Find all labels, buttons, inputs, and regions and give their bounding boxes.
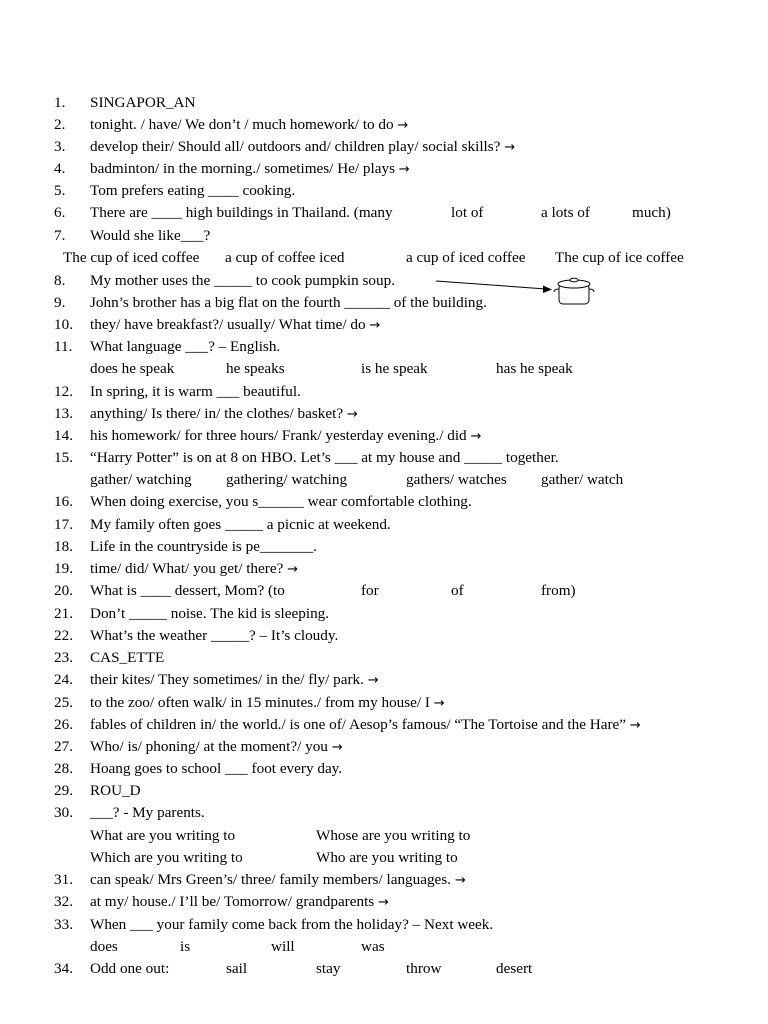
- arrow-icon: →: [378, 895, 389, 910]
- question-15-options: [0, 469, 768, 491]
- question-7-options: [0, 247, 768, 269]
- answer-option: Which are you writing to: [90, 849, 243, 866]
- answer-option: a cup of coffee iced: [225, 249, 345, 266]
- question-text: fables of children in/ the world./ is one of/ Aesop’s famous/ “The Tortoise and the Hare” →: [90, 716, 641, 733]
- arrow-icon: →: [433, 696, 445, 711]
- question-number: 18.: [54, 538, 73, 555]
- answer-option: lot of: [451, 204, 484, 221]
- question-number: 3.: [54, 138, 66, 155]
- question-18: [0, 536, 768, 558]
- answer-option: The cup of ice coffee: [555, 249, 684, 266]
- answer-option: a cup of iced coffee: [406, 249, 526, 266]
- arrow-icon: →: [397, 118, 409, 133]
- question-text: CAS_ETTE: [90, 649, 165, 666]
- question-number: 9.: [54, 294, 66, 311]
- question-text: John’s brother has a big flat on the fourth ______ of the building.: [90, 294, 487, 311]
- answer-option: was: [361, 938, 385, 955]
- question-number: 31.: [54, 871, 73, 888]
- question-text: at my/ house./ I’ll be/ Tomorrow/ grandparents →: [90, 893, 389, 910]
- pointer-line: [436, 281, 546, 289]
- question-number: 12.: [54, 383, 73, 400]
- question-27: [0, 736, 768, 758]
- question-number: 28.: [54, 760, 73, 777]
- question-number: 17.: [54, 516, 73, 533]
- question-22: [0, 625, 768, 647]
- question-6: [0, 202, 768, 224]
- question-31: [0, 869, 768, 891]
- arrow-icon: →: [287, 562, 299, 577]
- question-text: develop their/ Should all/ outdoors and/ children play/ social skills? →: [90, 138, 516, 155]
- question-number: 8.: [54, 272, 66, 289]
- question-text: My mother uses the _____ to cook pumpkin soup.: [90, 272, 395, 289]
- question-text: When ___ your family come back from the holiday? – Next week.: [90, 916, 494, 933]
- question-30-options-row2: [0, 847, 768, 869]
- question-21: [0, 603, 768, 625]
- arrow-icon: →: [346, 407, 358, 422]
- question-11: [0, 336, 768, 358]
- question-8: [0, 270, 768, 292]
- question-text: Would she like___?: [90, 227, 211, 244]
- arrow-icon: →: [470, 429, 482, 444]
- arrow-icon: →: [454, 873, 466, 888]
- question-text: Odd one out:: [90, 960, 170, 977]
- answer-option: sail: [226, 960, 248, 977]
- question-number: 32.: [54, 893, 73, 910]
- question-15: [0, 447, 768, 469]
- question-17: [0, 514, 768, 536]
- question-number: 11.: [54, 338, 73, 355]
- answer-option: will: [271, 938, 295, 955]
- answer-option: stay: [316, 960, 341, 977]
- answer-option: does: [90, 938, 118, 955]
- question-text: can speak/ Mrs Green’s/ three/ family members/ languages. →: [90, 871, 466, 888]
- question-text: Who/ is/ phoning/ at the moment?/ you →: [90, 738, 343, 755]
- answer-option: Who are you writing to: [316, 849, 458, 866]
- question-number: 5.: [54, 182, 66, 199]
- question-number: 33.: [54, 916, 73, 933]
- question-number: 23.: [54, 649, 73, 666]
- answer-option: of: [451, 582, 464, 599]
- question-12: [0, 381, 768, 403]
- question-26: [0, 714, 768, 736]
- question-28: [0, 758, 768, 780]
- answer-option: What are you writing to: [90, 827, 236, 844]
- question-text: ROU_D: [90, 782, 141, 799]
- question-text: My family often goes _____ a picnic at weekend.: [90, 516, 391, 533]
- question-25: [0, 692, 768, 714]
- question-number: 24.: [54, 671, 73, 688]
- question-number: 21.: [54, 605, 73, 622]
- answer-option: is: [180, 938, 191, 955]
- question-text: What language ___? – English.: [90, 338, 281, 355]
- arrow-icon: →: [367, 673, 379, 688]
- question-number: 29.: [54, 782, 73, 799]
- question-number: 1.: [54, 94, 66, 111]
- answer-option: he speaks: [226, 360, 285, 377]
- question-30-options-row1: [0, 825, 768, 847]
- question-number: 14.: [54, 427, 73, 444]
- question-1: [0, 92, 768, 114]
- question-14: [0, 425, 768, 447]
- question-number: 7.: [54, 227, 66, 244]
- question-number: 25.: [54, 694, 73, 711]
- question-number: 4.: [54, 160, 66, 177]
- question-text: tonight. / have/ We don’t / much homework/ to do →: [90, 116, 409, 133]
- question-text: their kites/ They sometimes/ in the/ fly/ park. →: [90, 671, 379, 688]
- answer-option: Whose are you writing to: [316, 827, 471, 844]
- question-24: [0, 669, 768, 691]
- question-text: they/ have breakfast?/ usually/ What time/ do →: [90, 316, 381, 333]
- question-number: 19.: [54, 560, 73, 577]
- answer-option: gather/ watch: [541, 471, 624, 488]
- question-number: 10.: [54, 316, 73, 333]
- question-34: [0, 958, 768, 980]
- question-5: [0, 180, 768, 202]
- question-2: [0, 114, 768, 136]
- question-number: 34.: [54, 960, 73, 977]
- question-text: Tom prefers eating ____ cooking.: [90, 182, 296, 199]
- answer-option: much): [632, 204, 671, 221]
- arrow-icon: →: [629, 718, 641, 733]
- arrow-icon: →: [398, 162, 410, 177]
- arrow-icon: →: [504, 140, 516, 155]
- question-number: 22.: [54, 627, 73, 644]
- question-10: [0, 314, 768, 336]
- question-text: anything/ Is there/ in/ the clothes/ basket? →: [90, 405, 358, 422]
- question-23: [0, 647, 768, 669]
- question-19: [0, 558, 768, 580]
- question-number: 15.: [54, 449, 73, 466]
- answer-option: is he speak: [361, 360, 428, 377]
- question-20: [0, 580, 768, 602]
- answer-option: for: [361, 582, 379, 599]
- question-number: 13.: [54, 405, 73, 422]
- answer-option: The cup of iced coffee: [63, 249, 200, 266]
- question-text: In spring, it is warm ___ beautiful.: [90, 383, 301, 400]
- answer-option: desert: [496, 960, 533, 977]
- answer-option: does he speak: [90, 360, 175, 377]
- question-text: There are ____ high buildings in Thailand. (many: [90, 204, 393, 221]
- question-16: [0, 491, 768, 513]
- question-text: SINGAPOR_AN: [90, 94, 196, 111]
- question-33-options: [0, 936, 768, 958]
- answer-option: from): [541, 582, 576, 599]
- question-11-options: [0, 358, 768, 380]
- arrow-icon: →: [369, 318, 381, 333]
- question-text: ___? - My parents.: [90, 804, 205, 821]
- question-9: [0, 292, 768, 314]
- question-number: 16.: [54, 493, 73, 510]
- question-text: What’s the weather _____? – It’s cloudy.: [90, 627, 339, 644]
- question-33: [0, 914, 768, 936]
- question-7: [0, 225, 768, 247]
- question-text: Life in the countryside is pe_______.: [90, 538, 317, 555]
- question-text: “Harry Potter” is on at 8 on HBO. Let’s ___ at my house and _____ together.: [90, 449, 559, 466]
- question-text: his homework/ for three hours/ Frank/ yesterday evening./ did →: [90, 427, 482, 444]
- question-text: What is ____ dessert, Mom? (to: [90, 582, 285, 599]
- question-number: 2.: [54, 116, 66, 133]
- answer-option: a lots of: [541, 204, 590, 221]
- question-text: Hoang goes to school ___ foot every day.: [90, 760, 343, 777]
- arrow-icon: →: [331, 740, 343, 755]
- answer-option: gathering/ watching: [226, 471, 348, 488]
- answer-option: gathers/ watches: [406, 471, 507, 488]
- question-number: 6.: [54, 204, 66, 221]
- answer-option: has he speak: [496, 360, 573, 377]
- question-13: [0, 403, 768, 425]
- question-30: [0, 802, 768, 824]
- question-number: 26.: [54, 716, 73, 733]
- question-number: 20.: [54, 582, 73, 599]
- answer-option: gather/ watching: [90, 471, 192, 488]
- question-number: 27.: [54, 738, 73, 755]
- question-3: [0, 136, 768, 158]
- question-text: time/ did/ What/ you get/ there? →: [90, 560, 299, 577]
- question-text: Don’t _____ noise. The kid is sleeping.: [90, 605, 330, 622]
- question-number: 30.: [54, 804, 73, 821]
- question-29: [0, 780, 768, 802]
- question-32: [0, 891, 768, 913]
- question-text: badminton/ in the morning./ sometimes/ He/ plays →: [90, 160, 410, 177]
- question-text: When doing exercise, you s______ wear comfortable clothing.: [90, 493, 472, 510]
- answer-option: throw: [406, 960, 442, 977]
- question-text: to the zoo/ often walk/ in 15 minutes./ from my house/ I →: [90, 694, 445, 711]
- question-4: [0, 158, 768, 180]
